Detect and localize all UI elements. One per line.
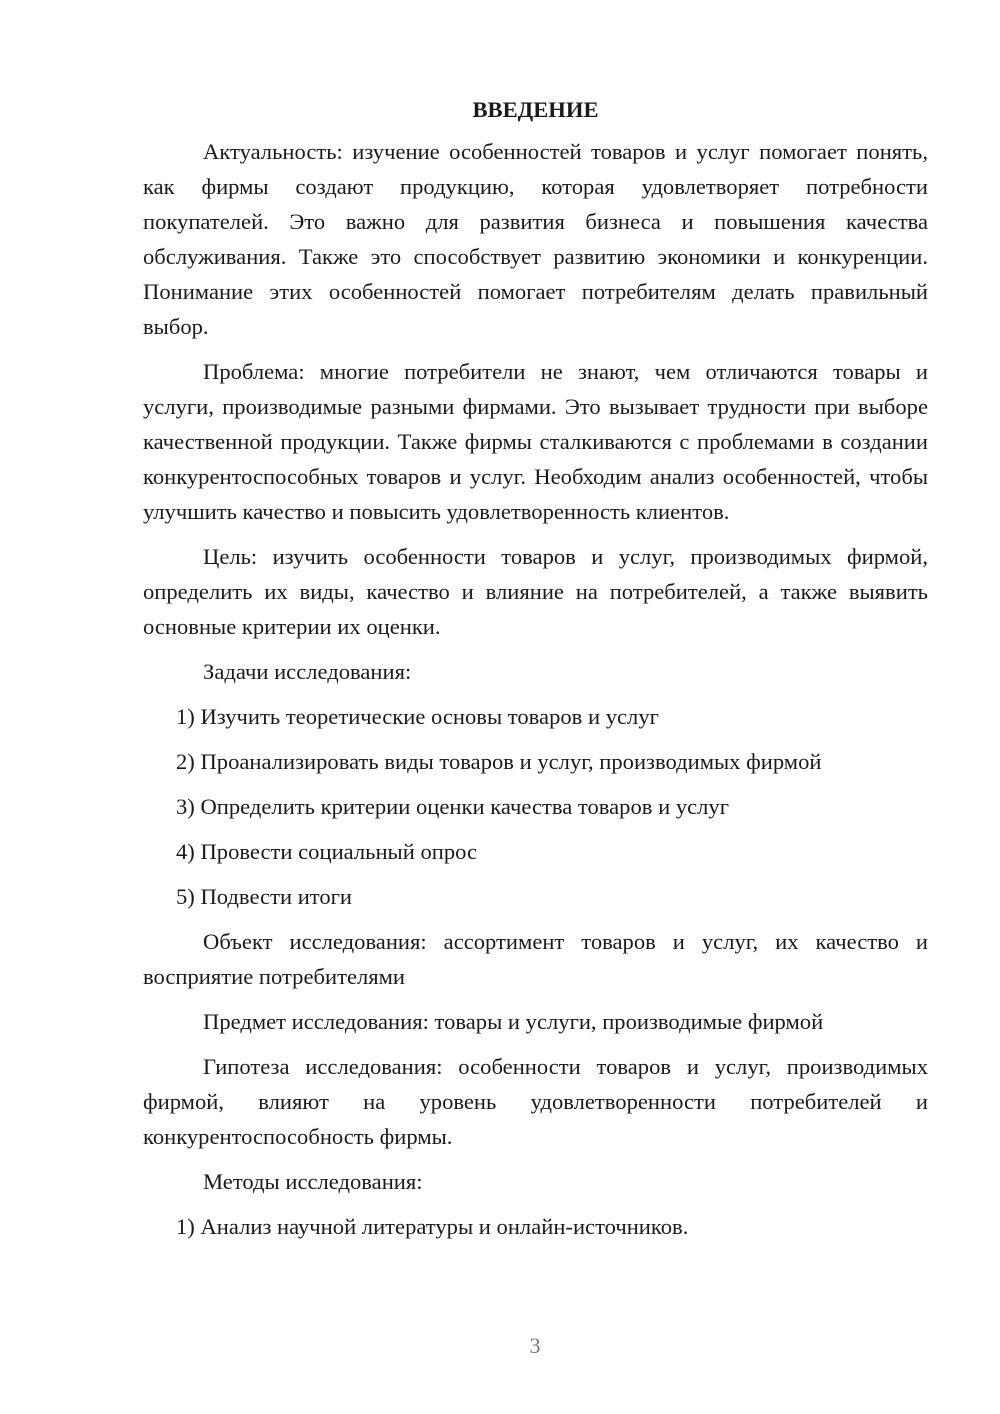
methods-heading: Методы исследования: [203,1169,423,1194]
subject-paragraph: Предмет исследования: товары и услуги, производимые фирмой [203,1009,824,1034]
page-number: 3 [529,1333,541,1358]
goal-paragraph: Цель: изучить особенности товаров и услуг, производимых фирмой, определить их виды, качество и влияние на потребителей, а также выявить основные критерии их оценки. [143,544,928,639]
task-item-2: 2) Проанализировать виды товаров и услуг, производимых фирмой [176,749,822,774]
object-paragraph: Объект исследования: ассортимент товаров и услуг, их качество и восприятие потребителями [143,929,928,989]
task-item-3: 3) Определить критерии оценки качества товаров и услуг [176,794,729,819]
task-item-4: 4) Провести социальный опрос [176,839,478,864]
document-body [143,96,928,1254]
task-item-1: 1) Изучить теоретические основы товаров и услуг [176,704,659,729]
task-item-5: 5) Подвести итоги [176,884,353,909]
relevance-paragraph: Актуальность: изучение особенностей товаров и услуг помогает понять, как фирмы создают продукцию, которая удовлетворяет потребности покупателей. Это важно для развития бизнеса и повышения качества обслуживания. Также это способствует развитию экономики и конкуренции. Понимание этих особенностей помогает потребителям делать правильный выбор. [143,139,928,339]
problem-paragraph: Проблема: многие потребители не знают, чем отличаются товары и услуги, производимые разными фирмами. Это вызывает трудности при выборе качественной продукции. Также фирмы сталкиваются с проблемами в создании конкурентоспособных товаров и услуг. Необходим анализ особенностей, чтобы улучшить качество и повысить удовлетворенность клиентов. [143,359,928,524]
hypothesis-paragraph: Гипотеза исследования: особенности товаров и услуг, производимых фирмой, влияют на уровень удовлетворенности потребителей и конкурентоспособность фирмы. [143,1054,928,1149]
page-title: ВВЕДЕНИЕ [472,97,599,122]
method-item-1: 1) Анализ научной литературы и онлайн-источников. [176,1214,689,1239]
tasks-heading: Задачи исследования: [203,659,412,684]
